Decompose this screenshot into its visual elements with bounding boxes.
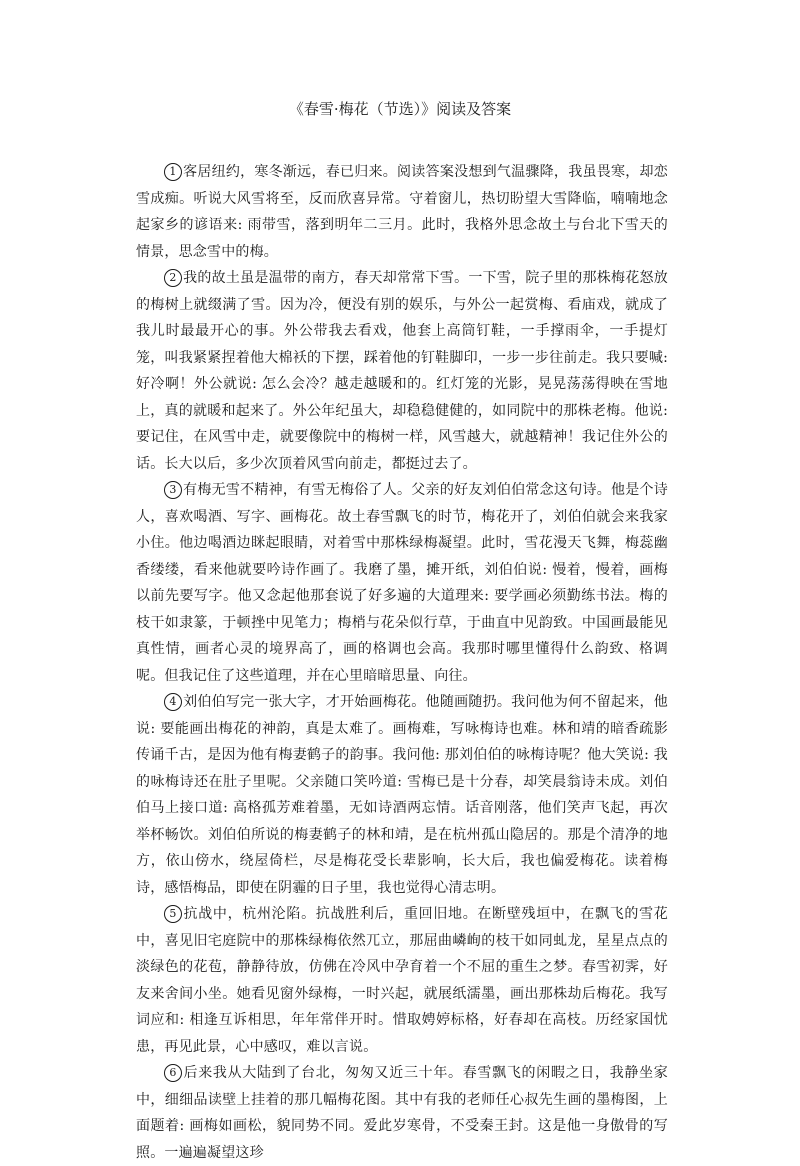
paragraph-number-5: 5 [164, 905, 182, 923]
paragraph-number-2: 2 [164, 269, 182, 287]
paragraph-5 [136, 901, 668, 1060]
paragraph-6 [136, 1060, 668, 1166]
paragraph-text-5: 抗战中，杭州沦陷。抗战胜利后，重回旧地。在断壁残垣中，在飘飞的雪花中，喜见旧宅庭院中的那株绿梅依然兀立，那屈曲嶙峋的枝干如同虬龙，星星点点的淡绿色的花苞，静静待放，仿佛在冷风中孕育着一个不屈的重生之梦。春雪初霁，好友来舍间小坐。她看见窗外绿梅，一时兴起，就展纸濡墨，画出那株劫后梅花。我写词应和: 相逢互诉相思，年年常伴开时。惜取娉婷标格，好春却在高枝。历经家国忧患，再见此景，心中感叹，难以言说。 [136, 906, 668, 1055]
paragraph-3 [136, 477, 668, 689]
paragraph-number-1: 1 [164, 163, 182, 181]
document-title: 《春雪·梅花（节选）》阅读及答案 [288, 100, 512, 118]
paragraph-text-1: 客居纽约，寒冬渐远，春已归来。阅读答案没想到气温骤降，我虽畏寒，却恋雪成痴。听说大风雪将至，反而欣喜异常。守着窗儿，热切盼望大雪降临，喃喃地念起家乡的谚语来: 雨带雪，落到明年二三月。此时，我格外思念故土与台北下雪天的情景，思念雪中的梅。 [136, 164, 668, 260]
paragraph-text-6: 后来我从大陆到了台北，匆匆又近三十年。春雪飘飞的闲暇之日，我静坐家中，细细品读壁上挂着的那几幅梅花图。其中有我的老师任心叔先生画的墨梅图，上面题着: 画梅如画松，貌同势不同。爱此岁寒骨，不受秦王封。这是他一身傲骨的写照。一遍遍凝望这珍 [136, 1065, 668, 1161]
paragraph-text-3: 有梅无雪不精神，有雪无梅俗了人。父亲的好友刘伯伯常念这句诗。他是个诗人，喜欢喝酒、写字、画梅花。故土春雪飘飞的时节，梅花开了，刘伯伯就会来我家小住。他边喝酒边眯起眼睛，对着雪中那株绿梅凝望。此时，雪花漫天飞舞，梅蕊幽香缕缕，看来他就要吟诗作画了。我磨了墨，摊开纸，刘伯伯说: 慢着，慢着，画梅以前先要写字。他又念起他那套说了好多遍的大道理来: 要学画必须勤练书法。梅的枝干如隶篆，于顿挫中见笔力；梅梢与花朵似行草，于曲直中见韵致。中国画最能见真性情，画者心灵的境界高了，画的格调也会高。我那时哪里懂得什么韵致、格调呢。但我记住了这些道理，并在心里暗暗思量、向往。 [136, 482, 668, 684]
paragraph-4 [136, 689, 668, 901]
paragraph-number-3: 3 [164, 481, 182, 499]
document-body [136, 159, 668, 1166]
paragraph-text-2: 我的故土虽是温带的南方，春天却常常下雪。一下雪，院子里的那株梅花怒放的梅树上就缀满了雪。因为冷，便没有别的娱乐，与外公一起赏梅、看庙戏，就成了我儿时最最开心的事。外公带我去看戏，他套上高筒钉鞋，一手撑雨伞，一手提灯笼，叫我紧紧捏着他大棉袄的下摆，踩着他的钉鞋脚印，一步一步往前走。我只要喊: 好冷啊！外公就说: 怎么会冷？越走越暖和的。红灯笼的光影，晃晃荡荡得映在雪地上，真的就暖和起来了。外公年纪虽大，却稳稳健健的，如同院中的那株老梅。他说: 要记住，在风雪中走，就要像院中的梅树一样，风雪越大，就越精神！我记住外公的话。长大以后，多少次顶着风雪向前走，都挺过去了。 [136, 270, 668, 472]
paragraph-text-4: 刘伯伯写完一张大字，才开始画梅花。他随画随扔。我问他为何不留起来，他说: 要能画出梅花的神韵，真是太难了。画梅难，写咏梅诗也难。林和靖的暗香疏影传诵千古，是因为他有梅妻鹤子的韵事。我问他: 那刘伯伯的咏梅诗呢？他大笑说: 我的咏梅诗还在肚子里呢。父亲随口笑吟道: 雪梅已是十分春，却笑晨翁诗未成。刘伯伯马上接口道: 高格孤芳难着墨，无如诗酒两忘情。话音刚落，他们笑声飞起，再次举杯畅饮。刘伯伯所说的梅妻鹤子的林和靖，是在杭州孤山隐居的。那是个清净的地方，依山傍水，绕屋倚栏，尽是梅花受长辈影响，长大后，我也偏爱梅花。读着梅诗，感悟梅品，即使在阴霾的日子里，我也觉得心清志明。 [136, 694, 668, 896]
paragraph-1 [136, 159, 668, 265]
paragraph-2 [136, 265, 668, 477]
paragraph-number-6: 6 [164, 1064, 182, 1082]
paragraph-number-4: 4 [164, 693, 182, 711]
